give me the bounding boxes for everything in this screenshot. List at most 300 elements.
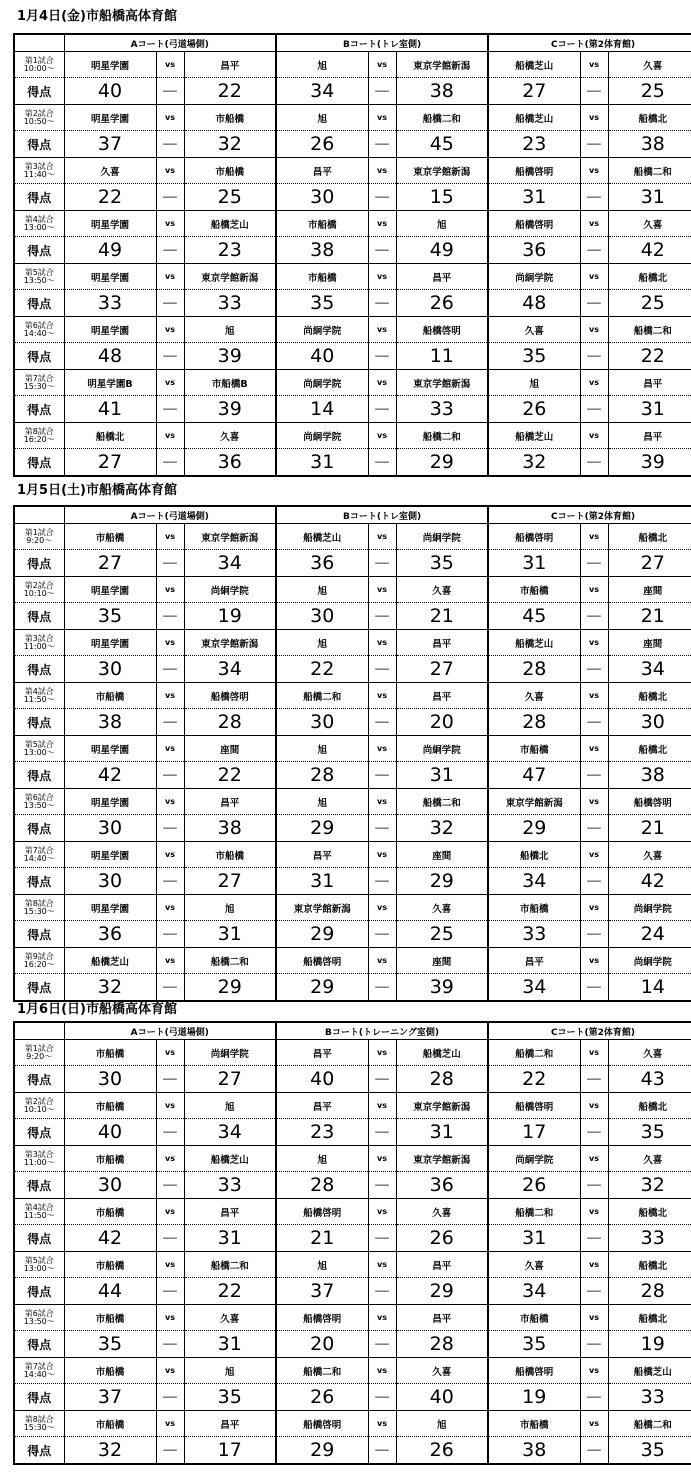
score-dash: － bbox=[156, 449, 184, 477]
vs-label: vs bbox=[156, 370, 184, 396]
away-score: 35 bbox=[184, 1384, 276, 1411]
away-score: 38 bbox=[608, 762, 691, 789]
court-header: Bコート(トレーニング室側) bbox=[276, 1022, 488, 1040]
away-team: 東京学館新潟 bbox=[184, 524, 276, 550]
home-team: 船橋二和 bbox=[488, 1199, 580, 1225]
away-score: 34 bbox=[184, 1119, 276, 1146]
away-score: 32 bbox=[396, 815, 488, 842]
score-dash: － bbox=[368, 1225, 396, 1252]
vs-label: vs bbox=[156, 736, 184, 762]
home-score: 30 bbox=[64, 868, 156, 895]
away-team: 久喜 bbox=[608, 1146, 691, 1172]
away-team: 船橋北 bbox=[608, 1093, 691, 1119]
home-score: 17 bbox=[488, 1119, 580, 1146]
home-score: 36 bbox=[64, 921, 156, 948]
away-score: 28 bbox=[184, 709, 276, 736]
match-label-cell bbox=[14, 1411, 64, 1437]
match-time: 13:50～ bbox=[23, 275, 55, 285]
away-team: 船橋啓明 bbox=[184, 683, 276, 709]
vs-label: vs bbox=[580, 1252, 608, 1278]
match-label-cell bbox=[14, 317, 64, 343]
vs-label: vs bbox=[368, 1093, 396, 1119]
home-team: 船橋啓明 bbox=[488, 1093, 580, 1119]
score-row bbox=[14, 815, 691, 842]
vs-label: vs bbox=[580, 1358, 608, 1384]
corner-cell bbox=[14, 34, 64, 52]
score-dash: － bbox=[580, 1384, 608, 1411]
match-label-cell bbox=[14, 52, 64, 78]
home-team: 船橋芝山 bbox=[64, 948, 156, 974]
score-label: 得点 bbox=[14, 709, 64, 736]
away-score: 27 bbox=[608, 550, 691, 577]
home-score: 31 bbox=[488, 184, 580, 211]
match-number: 第5試合 bbox=[24, 1255, 54, 1265]
home-score: 19 bbox=[488, 1384, 580, 1411]
match-time: 10:10～ bbox=[23, 588, 55, 598]
match-row bbox=[14, 158, 691, 184]
home-score: 40 bbox=[276, 1066, 368, 1093]
match-label-cell bbox=[14, 789, 64, 815]
score-dash: － bbox=[580, 1278, 608, 1305]
home-team: 尚絅学院 bbox=[276, 423, 368, 449]
away-score: 33 bbox=[396, 396, 488, 423]
home-team: 尚絅学院 bbox=[488, 264, 580, 290]
vs-label: vs bbox=[580, 577, 608, 603]
home-score: 29 bbox=[276, 974, 368, 1002]
vs-label: vs bbox=[580, 158, 608, 184]
away-score: 15 bbox=[396, 184, 488, 211]
match-row bbox=[14, 264, 691, 290]
vs-label: vs bbox=[156, 683, 184, 709]
home-team: 昌平 bbox=[488, 948, 580, 974]
home-score: 42 bbox=[64, 762, 156, 789]
away-team: 昌平 bbox=[396, 264, 488, 290]
vs-label: vs bbox=[156, 1146, 184, 1172]
away-team: 船橋二和 bbox=[608, 317, 691, 343]
court-header-row bbox=[14, 506, 691, 524]
score-dash: － bbox=[580, 131, 608, 158]
score-label: 得点 bbox=[14, 1437, 64, 1465]
score-label: 得点 bbox=[14, 78, 64, 105]
match-number: 第4試合 bbox=[24, 686, 54, 696]
court-header: Bコート(トレ室側) bbox=[276, 34, 488, 52]
home-team: 市船橋 bbox=[64, 1411, 156, 1437]
match-time: 13:00～ bbox=[23, 1263, 55, 1273]
score-row bbox=[14, 1278, 691, 1305]
away-score: 31 bbox=[608, 184, 691, 211]
away-team: 船橋北 bbox=[608, 264, 691, 290]
home-team: 昌平 bbox=[276, 842, 368, 868]
score-dash: － bbox=[580, 974, 608, 1002]
match-time: 11:40～ bbox=[23, 169, 55, 179]
match-row bbox=[14, 1411, 691, 1437]
away-score: 31 bbox=[184, 1331, 276, 1358]
home-score: 28 bbox=[276, 1172, 368, 1199]
home-score: 31 bbox=[488, 1225, 580, 1252]
score-dash: － bbox=[580, 1119, 608, 1146]
home-score: 33 bbox=[488, 921, 580, 948]
score-dash: － bbox=[580, 603, 608, 630]
away-team: 座間 bbox=[608, 630, 691, 656]
home-score: 34 bbox=[488, 1278, 580, 1305]
away-team: 船橋二和 bbox=[608, 158, 691, 184]
score-row bbox=[14, 290, 691, 317]
away-team: 久喜 bbox=[608, 842, 691, 868]
vs-label: vs bbox=[580, 1411, 608, 1437]
away-team: 昌平 bbox=[184, 52, 276, 78]
home-score: 32 bbox=[488, 449, 580, 477]
match-number: 第2試合 bbox=[24, 580, 54, 590]
home-team: 船橋啓明 bbox=[488, 1358, 580, 1384]
match-row bbox=[14, 630, 691, 656]
score-label: 得点 bbox=[14, 449, 64, 477]
home-team: 船橋啓明 bbox=[276, 1411, 368, 1437]
home-team: 市船橋 bbox=[64, 1093, 156, 1119]
away-score: 39 bbox=[184, 396, 276, 423]
match-time: 14:40～ bbox=[23, 853, 55, 863]
home-team: 明星学園 bbox=[64, 52, 156, 78]
score-dash: － bbox=[580, 1172, 608, 1199]
score-dash: － bbox=[156, 1278, 184, 1305]
score-label: 得点 bbox=[14, 184, 64, 211]
match-time: 16:20～ bbox=[23, 959, 55, 969]
home-score: 30 bbox=[64, 1066, 156, 1093]
away-team: 久喜 bbox=[396, 895, 488, 921]
vs-label: vs bbox=[368, 1040, 396, 1066]
away-team: 船橋芝山 bbox=[184, 1146, 276, 1172]
away-score: 43 bbox=[608, 1066, 691, 1093]
home-score: 29 bbox=[488, 815, 580, 842]
away-score: 49 bbox=[396, 237, 488, 264]
match-row bbox=[14, 1305, 691, 1331]
vs-label: vs bbox=[156, 789, 184, 815]
away-score: 35 bbox=[608, 1437, 691, 1465]
vs-label: vs bbox=[580, 1040, 608, 1066]
home-team: 市船橋 bbox=[276, 264, 368, 290]
score-label: 得点 bbox=[14, 131, 64, 158]
match-label-cell bbox=[14, 736, 64, 762]
score-label: 得点 bbox=[14, 1172, 64, 1199]
score-dash: － bbox=[368, 184, 396, 211]
score-dash: － bbox=[580, 815, 608, 842]
match-number: 第3試合 bbox=[24, 1149, 54, 1159]
home-team: 明星学園 bbox=[64, 211, 156, 237]
score-dash: － bbox=[156, 1119, 184, 1146]
score-dash: － bbox=[156, 550, 184, 577]
vs-label: vs bbox=[156, 105, 184, 131]
court-header: Aコート(弓道場側) bbox=[64, 1022, 276, 1040]
score-label: 得点 bbox=[14, 1119, 64, 1146]
score-dash: － bbox=[368, 815, 396, 842]
vs-label: vs bbox=[368, 842, 396, 868]
home-score: 35 bbox=[64, 603, 156, 630]
vs-label: vs bbox=[368, 317, 396, 343]
home-score: 35 bbox=[488, 1331, 580, 1358]
home-team: 船橋啓明 bbox=[276, 948, 368, 974]
home-score: 37 bbox=[64, 1384, 156, 1411]
vs-label: vs bbox=[156, 895, 184, 921]
away-score: 33 bbox=[608, 1225, 691, 1252]
match-number: 第1試合 bbox=[24, 55, 54, 65]
home-team: 東京学館新潟 bbox=[276, 895, 368, 921]
away-score: 14 bbox=[608, 974, 691, 1002]
score-dash: － bbox=[580, 343, 608, 370]
home-score: 26 bbox=[276, 1384, 368, 1411]
home-team: 旭 bbox=[276, 1252, 368, 1278]
score-dash: － bbox=[580, 921, 608, 948]
score-dash: － bbox=[580, 1437, 608, 1465]
score-dash: － bbox=[156, 1331, 184, 1358]
home-score: 30 bbox=[276, 603, 368, 630]
match-row bbox=[14, 524, 691, 550]
away-score: 21 bbox=[608, 815, 691, 842]
vs-label: vs bbox=[368, 105, 396, 131]
away-score: 45 bbox=[396, 131, 488, 158]
away-team: 尚絅学院 bbox=[396, 524, 488, 550]
score-dash: － bbox=[156, 709, 184, 736]
score-row bbox=[14, 78, 691, 105]
score-row bbox=[14, 1066, 691, 1093]
away-score: 32 bbox=[184, 131, 276, 158]
vs-label: vs bbox=[156, 1252, 184, 1278]
home-score: 22 bbox=[276, 656, 368, 683]
score-label: 得点 bbox=[14, 396, 64, 423]
home-score: 31 bbox=[276, 449, 368, 477]
home-team: 明星学園 bbox=[64, 264, 156, 290]
score-dash: － bbox=[580, 868, 608, 895]
home-team: 船橋啓明 bbox=[488, 211, 580, 237]
score-row bbox=[14, 1331, 691, 1358]
home-team: 船橋二和 bbox=[276, 1358, 368, 1384]
away-score: 31 bbox=[396, 1119, 488, 1146]
away-team: 昌平 bbox=[396, 1252, 488, 1278]
vs-label: vs bbox=[156, 52, 184, 78]
score-row bbox=[14, 237, 691, 264]
away-team: 旭 bbox=[184, 895, 276, 921]
vs-label: vs bbox=[580, 264, 608, 290]
away-score: 20 bbox=[396, 709, 488, 736]
vs-label: vs bbox=[580, 211, 608, 237]
home-score: 32 bbox=[64, 1437, 156, 1465]
away-score: 27 bbox=[184, 868, 276, 895]
home-team: 旭 bbox=[276, 789, 368, 815]
away-score: 19 bbox=[184, 603, 276, 630]
home-score: 22 bbox=[64, 184, 156, 211]
away-team: 船橋二和 bbox=[184, 1252, 276, 1278]
home-score: 35 bbox=[276, 290, 368, 317]
vs-label: vs bbox=[156, 577, 184, 603]
vs-label: vs bbox=[156, 317, 184, 343]
score-dash: － bbox=[368, 921, 396, 948]
vs-label: vs bbox=[368, 948, 396, 974]
vs-label: vs bbox=[368, 524, 396, 550]
away-score: 32 bbox=[608, 1172, 691, 1199]
home-score: 45 bbox=[488, 603, 580, 630]
away-team: 座間 bbox=[396, 842, 488, 868]
score-dash: － bbox=[156, 974, 184, 1002]
home-team: 明星学園 bbox=[64, 577, 156, 603]
vs-label: vs bbox=[156, 158, 184, 184]
score-row bbox=[14, 550, 691, 577]
match-label-cell bbox=[14, 895, 64, 921]
away-score: 31 bbox=[184, 1225, 276, 1252]
match-label-cell bbox=[14, 423, 64, 449]
away-team: 船橋二和 bbox=[608, 1411, 691, 1437]
away-team: 昌平 bbox=[396, 1305, 488, 1331]
match-row bbox=[14, 1093, 691, 1119]
home-score: 28 bbox=[488, 656, 580, 683]
away-score: 33 bbox=[184, 290, 276, 317]
home-score: 30 bbox=[276, 184, 368, 211]
away-score: 23 bbox=[184, 237, 276, 264]
home-team: 旭 bbox=[488, 370, 580, 396]
vs-label: vs bbox=[368, 52, 396, 78]
home-team: 昌平 bbox=[276, 158, 368, 184]
score-label: 得点 bbox=[14, 1384, 64, 1411]
home-score: 30 bbox=[64, 656, 156, 683]
score-dash: － bbox=[368, 131, 396, 158]
match-label-cell bbox=[14, 1358, 64, 1384]
match-row bbox=[14, 1040, 691, 1066]
home-team: 尚絅学院 bbox=[276, 317, 368, 343]
vs-label: vs bbox=[368, 736, 396, 762]
score-row bbox=[14, 974, 691, 1002]
away-score: 34 bbox=[184, 656, 276, 683]
score-dash: － bbox=[368, 868, 396, 895]
home-score: 26 bbox=[276, 131, 368, 158]
away-score: 25 bbox=[396, 921, 488, 948]
home-team: 船橋二和 bbox=[488, 1040, 580, 1066]
vs-label: vs bbox=[368, 423, 396, 449]
away-score: 39 bbox=[184, 343, 276, 370]
home-team: 明星学園 bbox=[64, 842, 156, 868]
match-label-cell bbox=[14, 1040, 64, 1066]
match-number: 第8試合 bbox=[24, 1414, 54, 1424]
home-team: 旭 bbox=[276, 577, 368, 603]
vs-label: vs bbox=[368, 1146, 396, 1172]
score-label: 得点 bbox=[14, 1331, 64, 1358]
away-team: 船橋北 bbox=[608, 105, 691, 131]
match-row bbox=[14, 577, 691, 603]
away-score: 28 bbox=[396, 1331, 488, 1358]
home-score: 40 bbox=[276, 343, 368, 370]
vs-label: vs bbox=[580, 370, 608, 396]
vs-label: vs bbox=[580, 105, 608, 131]
match-row bbox=[14, 736, 691, 762]
score-row bbox=[14, 131, 691, 158]
away-score: 40 bbox=[396, 1384, 488, 1411]
court-header: Cコート(第2体育館) bbox=[488, 1022, 691, 1040]
match-label-cell bbox=[14, 211, 64, 237]
match-row bbox=[14, 895, 691, 921]
score-label: 得点 bbox=[14, 868, 64, 895]
vs-label: vs bbox=[580, 630, 608, 656]
score-dash: － bbox=[368, 449, 396, 477]
away-team: 旭 bbox=[396, 1411, 488, 1437]
home-score: 31 bbox=[488, 550, 580, 577]
away-score: 34 bbox=[184, 550, 276, 577]
home-team: 明星学園 bbox=[64, 736, 156, 762]
home-team: 旭 bbox=[276, 105, 368, 131]
home-team: 船橋北 bbox=[64, 423, 156, 449]
home-score: 34 bbox=[488, 868, 580, 895]
away-score: 19 bbox=[608, 1331, 691, 1358]
home-score: 23 bbox=[488, 131, 580, 158]
score-dash: － bbox=[580, 237, 608, 264]
home-score: 28 bbox=[488, 709, 580, 736]
away-score: 30 bbox=[608, 709, 691, 736]
away-team: 尚絅学院 bbox=[396, 736, 488, 762]
away-team: 東京学館新潟 bbox=[184, 264, 276, 290]
away-score: 42 bbox=[608, 868, 691, 895]
match-label-cell bbox=[14, 577, 64, 603]
home-team: 尚絅学院 bbox=[276, 370, 368, 396]
vs-label: vs bbox=[580, 736, 608, 762]
score-label: 得点 bbox=[14, 290, 64, 317]
away-score: 25 bbox=[608, 290, 691, 317]
match-time: 15:30～ bbox=[23, 1422, 55, 1432]
away-score: 28 bbox=[396, 1066, 488, 1093]
court-header-row bbox=[14, 34, 691, 52]
away-team: 船橋芝山 bbox=[396, 1040, 488, 1066]
score-label: 得点 bbox=[14, 237, 64, 264]
away-score: 38 bbox=[184, 815, 276, 842]
score-dash: － bbox=[368, 1066, 396, 1093]
schedule-table bbox=[13, 505, 691, 1002]
away-team: 昌平 bbox=[184, 1411, 276, 1437]
home-score: 38 bbox=[488, 1437, 580, 1465]
score-row bbox=[14, 1437, 691, 1465]
home-team: 久喜 bbox=[488, 317, 580, 343]
match-label-cell bbox=[14, 264, 64, 290]
home-score: 14 bbox=[276, 396, 368, 423]
away-score: 29 bbox=[396, 449, 488, 477]
home-score: 47 bbox=[488, 762, 580, 789]
home-team: 東京学館新潟 bbox=[488, 789, 580, 815]
home-score: 29 bbox=[276, 1437, 368, 1465]
home-score: 41 bbox=[64, 396, 156, 423]
home-team: 市船橋 bbox=[488, 1305, 580, 1331]
home-score: 38 bbox=[276, 237, 368, 264]
match-row bbox=[14, 211, 691, 237]
match-row bbox=[14, 52, 691, 78]
away-score: 36 bbox=[396, 1172, 488, 1199]
home-team: 久喜 bbox=[64, 158, 156, 184]
vs-label: vs bbox=[368, 1411, 396, 1437]
home-score: 26 bbox=[488, 1172, 580, 1199]
home-team: 尚絅学院 bbox=[488, 1146, 580, 1172]
score-dash: － bbox=[156, 762, 184, 789]
score-dash: － bbox=[156, 868, 184, 895]
away-team: 東京学館新潟 bbox=[396, 1146, 488, 1172]
match-time: 10:50～ bbox=[23, 116, 55, 126]
score-label: 得点 bbox=[14, 343, 64, 370]
score-dash: － bbox=[580, 709, 608, 736]
away-team: 旭 bbox=[184, 317, 276, 343]
score-dash: － bbox=[156, 1225, 184, 1252]
away-team: 尚絅学院 bbox=[184, 577, 276, 603]
home-score: 28 bbox=[276, 762, 368, 789]
away-team: 久喜 bbox=[608, 52, 691, 78]
vs-label: vs bbox=[156, 1411, 184, 1437]
away-score: 33 bbox=[608, 1384, 691, 1411]
day-title: 1月4日(金)市船橋高体育館 bbox=[17, 9, 177, 24]
match-number: 第5試合 bbox=[24, 739, 54, 749]
home-team: 旭 bbox=[276, 1146, 368, 1172]
away-team: 船橋芝山 bbox=[184, 211, 276, 237]
match-time: 13:00～ bbox=[23, 222, 55, 232]
vs-label: vs bbox=[156, 630, 184, 656]
